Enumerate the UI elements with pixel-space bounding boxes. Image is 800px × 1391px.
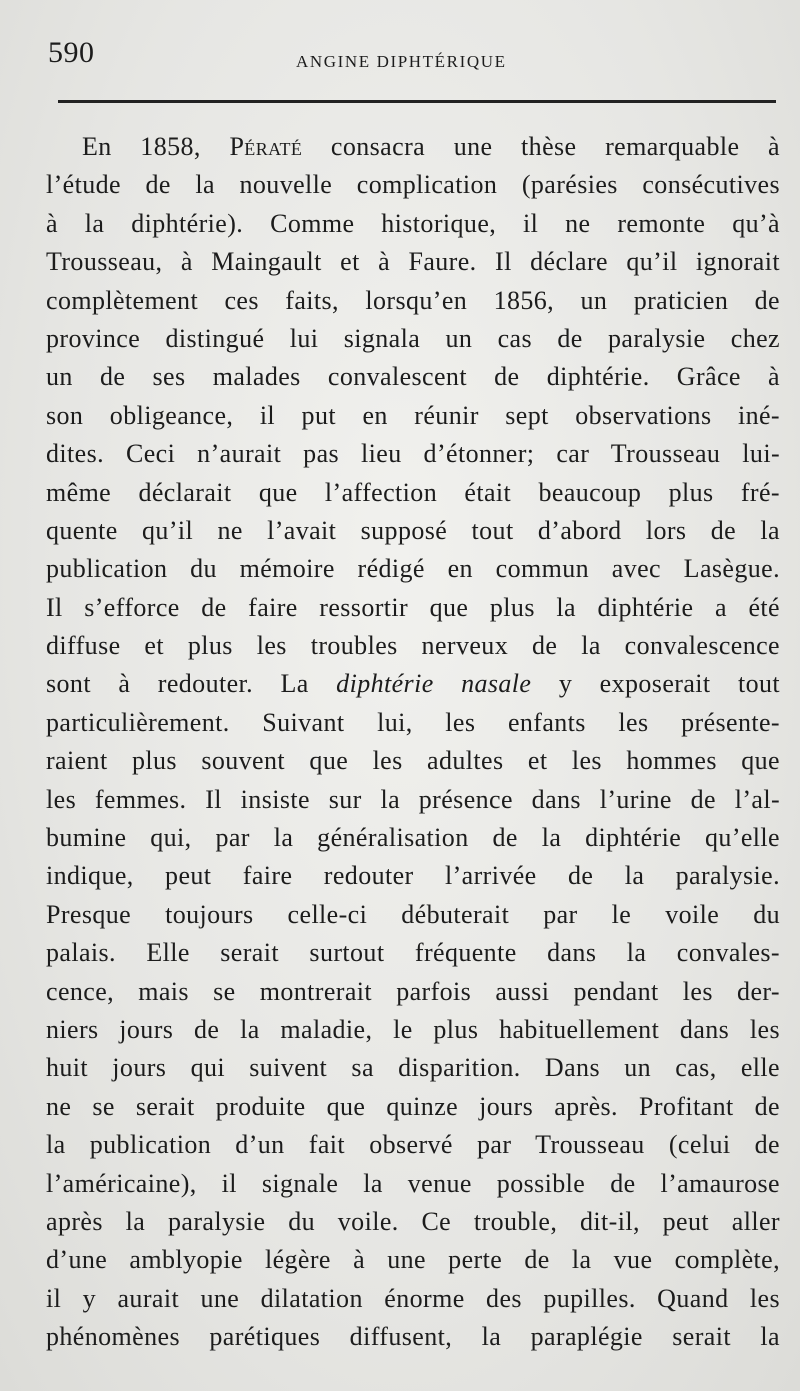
text-line: publication du mémoire rédigé en commun avec Lasègue. (46, 554, 780, 584)
text-line: ne se serait produite que quinze jours après. Profitant de (46, 1091, 780, 1121)
text-line: raient plus souvent que les adultes et les hommes que (46, 746, 780, 776)
text-line: particulièrement. Suivant lui, les enfants les présente- (46, 707, 780, 737)
author-name: Pératé (229, 132, 303, 161)
text-line: bumine qui, par la généralisation de la diphtérie qu’elle (46, 823, 780, 853)
text-line: quente qu’il ne l’avait supposé tout d’abord lors de la (46, 515, 780, 545)
text-line: même déclarait que l’affection était beaucoup plus fré- (46, 477, 780, 507)
text-line (46, 128, 780, 166)
text-line: un de ses malades convalescent de diphtérie. Grâce à (46, 362, 780, 392)
text-line: Trousseau, à Maingault et à Faure. Il déclare qu’il ignorait (46, 247, 780, 277)
text-line: il y aurait une dilatation énorme des pupilles. Quand les (46, 1283, 780, 1313)
page-number: 590 (48, 36, 95, 69)
italic-term: diphtérie nasale (336, 669, 532, 699)
text-line: Il s’efforce de faire ressortir que plus la diphtérie a été (46, 592, 780, 622)
text-line: l’américaine), il signale la venue possible de l’amaurose (46, 1168, 780, 1198)
running-head: ANGINE DIPHTÉRIQUE (296, 52, 507, 71)
text-line: son obligeance, il put en réunir sept observations iné- (46, 400, 780, 430)
text-line: niers jours de la maladie, le plus habituellement dans les (46, 1014, 780, 1044)
text-line: indique, peut faire redouter l’arrivée de la paralysie. (46, 861, 780, 891)
line-segment: En 1858, (82, 132, 230, 161)
text-line: diffuse et plus les troubles nerveux de la convalescence (46, 631, 780, 661)
line-segment: y exposerait tout (531, 669, 780, 699)
text-line: l’étude de la nouvelle complication (parésies consécutives (46, 170, 780, 200)
text-line: phénomènes parétiques diffusent, la paraplégie serait la (46, 1322, 780, 1352)
text-line: palais. Elle serait surtout fréquente dans la convales- (46, 938, 780, 968)
text-line: les femmes. Il insiste sur la présence dans l’urine de l’al- (46, 784, 780, 814)
text-line: après la paralysie du voile. Ce trouble, dit-il, peut aller (46, 1206, 780, 1236)
text-line: dites. Ceci n’aurait pas lieu d’étonner; car Trousseau lui- (46, 439, 780, 469)
text-line: la publication d’un fait observé par Trousseau (celui de (46, 1130, 780, 1160)
text-line: Presque toujours celle-ci débuterait par le voile du (46, 899, 780, 929)
page-header (48, 36, 778, 84)
header-rule (58, 100, 776, 103)
body-paragraph (46, 128, 780, 1357)
line-segment: sont à redouter. La (46, 669, 337, 699)
line-segment: consacra une thèse remarquable à (302, 132, 780, 161)
text-line: province distingué lui signala un cas de paralysie chez (46, 323, 780, 353)
text-line: complètement ces faits, lorsqu’en 1856, un praticien de (46, 285, 780, 315)
text-line (46, 665, 780, 703)
text-line: d’une amblyopie légère à une perte de la vue complète, (46, 1245, 780, 1275)
text-line: huit jours qui suivent sa disparition. Dans un cas, elle (46, 1053, 780, 1083)
text-line: à la diphtérie). Comme historique, il ne remonte qu’à (46, 208, 780, 238)
text-line: cence, mais se montrerait parfois aussi pendant les der- (46, 976, 780, 1006)
